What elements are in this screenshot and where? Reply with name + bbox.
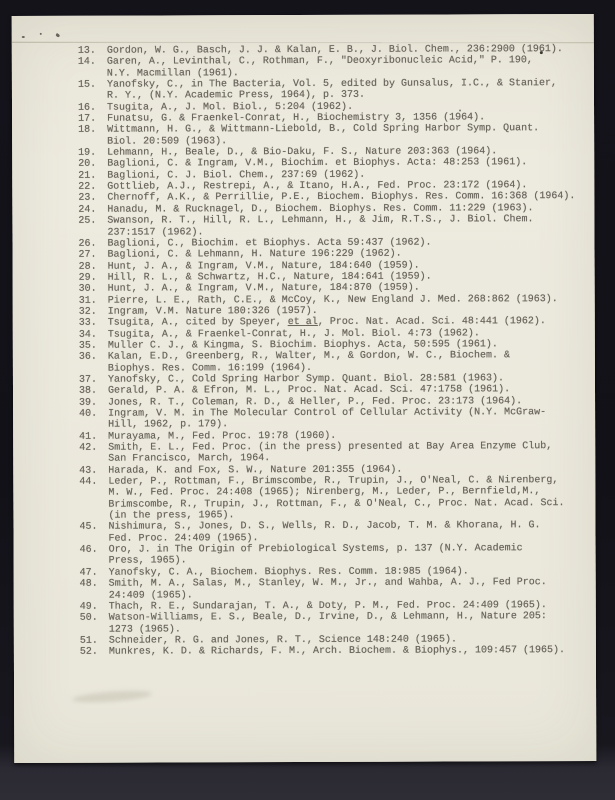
reference-number: 22. — [78, 181, 97, 193]
reference-number: 18. — [78, 125, 97, 137]
reference-text: Baglioni, C. & Ingram, V.M., Biochim. et Biophys. Acta: 48:253 (1961). — [107, 157, 528, 171]
reference-text: Yanofsky, C. A., Biochem. Biophys. Res. Comm. 18:985 (1964). — [108, 566, 469, 579]
reference-text: Yanofsky, C., in The Bacteria, Vol. 5, edited by Gunsalus, I.C., & Stanier, R. Y., (N.Y. Academic Press, 1964), p. 373. — [106, 78, 558, 103]
reference-number: 39. — [79, 397, 98, 409]
reference-item — [80, 611, 580, 635]
reference-text: Kalan, E.D., Greenberg, R., Walter, M., & Gordon, W. C., Biochem. & Biophys. Res. Comm. 16:199 (1964). — [107, 350, 510, 375]
paper-page — [12, 14, 597, 763]
reference-item — [80, 577, 580, 601]
reference-text: Swanson, R. T., Hill, R. L., Lehmann, H., & Jim, R.T.S., J. Biol. Chem. 237:1517 (1962). — [107, 214, 534, 239]
reference-number: 23. — [78, 193, 97, 205]
reference-text: Garen, A., Levinthal, C., Rothman, F., "Deoxyribonucleic Acid," P. 190, N.Y. Macmillan (1961). — [106, 55, 533, 80]
reference-item — [79, 475, 579, 522]
reference-number: 52. — [79, 646, 98, 659]
reference-text: Tsugita, A., cited by Speyer, et al, Proc. Nat. Acad. Sci. 48:441 (1962). — [107, 316, 546, 329]
reference-text: Hunt, J. A., & Ingram, V.M., Nature, 184:640 (1959). — [107, 260, 420, 273]
reference-text: Munkres, K. D. & Richards, F. M., Arch. Biochem. & Biophys., 109:457 (1965). — [108, 645, 566, 658]
reference-text: Smith, E. L., Fed. Proc. (in the press) presented at Bay Area Enzyme Club, San Francisco, March, 1964. — [108, 441, 553, 466]
reference-text: Murayama, M., Fed. Proc. 19:78 (1960). — [108, 430, 337, 443]
reference-item — [78, 214, 578, 238]
reference-text: Nishimura, S., Jones, D. S., Wells, R. D., Jacob, T. M. & Khorana, H. G. Fed. Proc. 24:409 (1965). — [108, 520, 541, 545]
reference-item — [78, 123, 578, 147]
reference-text: Oro, J. in The Origin of Prebiological Systems, p. 137 (N.Y. Academic Press, 1965). — [108, 543, 523, 568]
reference-number: 30. — [78, 283, 97, 296]
reference-text: Ingram, V. M. in The Molecular Control of Cellular Activity (N.Y. McGraw- Hill, 1962, p. 179). — [108, 407, 547, 432]
reference-text: Smith, M. A., Salas, M., Stanley, W. M., Jr., and Wahba, A. J., Fed Proc. 24:409 (1965). — [108, 577, 547, 602]
reference-number: 36. — [78, 352, 97, 364]
paper-crease-line — [12, 42, 594, 44]
reference-text: Harada, K. and Fox, S. W., Nature 201:355 (1964). — [108, 464, 403, 477]
reference-number: 24. — [78, 204, 97, 216]
reference-text: Baglioni, C. & Lehmann, H. Nature 196:229 (1962). — [107, 248, 402, 261]
reference-text: Muller C. J., & Kingma, S. Biochim. Biophys. Acta, 50:595 (1961). — [107, 339, 498, 352]
references-list — [78, 44, 580, 658]
reference-number: 20. — [78, 159, 97, 171]
reference-number: 27. — [78, 249, 97, 261]
reference-number: 40. — [79, 408, 98, 420]
reference-number: 19. — [78, 147, 97, 159]
pencil-mark — [55, 33, 60, 38]
reference-number: 15. — [77, 79, 96, 91]
reference-text: Baglioni, C., Biochim. et Biophys. Acta 59:437 (1962). — [107, 237, 432, 250]
reference-number: 17. — [78, 113, 97, 125]
reference-number: 33. — [78, 317, 97, 330]
reference-number: 43. — [79, 465, 98, 477]
reference-number: 46. — [79, 544, 98, 556]
reference-number: 34. — [78, 329, 97, 341]
reference-text: Hill, R. L., & Schwartz, H.C., Nature, 184:641 (1959). — [107, 271, 432, 284]
paper-smudge — [72, 689, 153, 705]
reference-number: 47. — [79, 567, 98, 579]
reference-item — [78, 55, 578, 79]
reference-number: 51. — [79, 635, 98, 647]
reference-number: 29. — [78, 272, 97, 284]
reference-number: 25. — [78, 215, 97, 227]
reference-number: 48. — [79, 578, 98, 590]
reference-text: Gordon, W. G., Basch, J. J. & Kalan, E. B., J. Biol. Chem., 236:2900 (1961). — [106, 44, 563, 57]
reference-number: 50. — [79, 612, 98, 624]
reference-text: Thach, R. E., Sundarajan, T. A., & Doty, P. M., Fed. Proc. 24:409 (1965). — [108, 599, 547, 613]
reference-item — [79, 407, 579, 431]
reference-text: Baglioni, C. J. Biol. Chem., 237:69 (1962). — [107, 169, 366, 182]
pencil-mark — [22, 36, 25, 38]
reference-text: Jones, R. T., Coleman, R. D., & Heller, P., Fed. Proc. 23:173 (1964). — [108, 395, 523, 409]
reference-item — [79, 441, 579, 465]
reference-text: Chernoff, A.K., & Perrillie, P.E., Biochem. Biophys. Res. Comm. 16:368 (1964). — [107, 191, 576, 205]
reference-text: Hunt, J. A., & Ingram, V.M., Nature, 184:870 (1959). — [107, 282, 420, 295]
reference-text: Gerald, P. A. & Efron, M. L., Proc. Nat. Acad. Sci. 47:1758 (1961). — [107, 384, 511, 397]
reference-item — [80, 543, 580, 567]
reference-number: 21. — [78, 170, 97, 182]
reference-text: Gottlieb, A.J., Restrepi, A., & Itano, H.A., Fed. Proc. 23:172 (1964). — [107, 180, 528, 193]
reference-text: Tsugita, A., J. Mol. Biol., 5:204 (1962). — [107, 101, 354, 114]
reference-text: Wittmann, H. G., & Wittmann-Liebold, B., Cold Spring Harbor Symp. Quant. Biol. 20:509 (1963). — [107, 123, 540, 148]
pencil-marks — [20, 30, 80, 42]
reference-number: 26. — [78, 238, 97, 250]
reference-item — [78, 78, 578, 102]
reference-number: 42. — [79, 442, 98, 454]
reference-text: Pierre, L. E., Rath, C.E., & McCoy, K., New England J. Med. 268:862 (1963). — [107, 293, 558, 307]
reference-number: 35. — [78, 340, 97, 352]
reference-item — [79, 350, 579, 374]
reference-number: 31. — [78, 295, 97, 307]
reference-number: 45. — [79, 522, 98, 534]
reference-number: 49. — [79, 601, 98, 613]
reference-item — [79, 520, 579, 544]
reference-number: 37. — [78, 374, 98, 386]
reference-number: 41. — [79, 431, 98, 443]
reference-number: 32. — [78, 306, 97, 318]
reference-text: Funatsu, G. & Fraenkel-Conrat, H., Biochemistry 3, 1356 (1964). — [107, 112, 486, 125]
reference-text: Lehmann, H., Beale, D., & Bio-Daku, F. S., Nature 203:363 (1964). — [107, 146, 498, 159]
reference-number: 44. — [79, 476, 98, 488]
reference-text: Yanofsky, C., Cold Spring Harbor Symp. Quant. Biol. 28:581 (1963). — [107, 373, 505, 386]
pencil-mark — [40, 33, 42, 35]
reference-number: 13. — [77, 45, 96, 57]
reference-text: Hanadu, M. & Rucknagel, D., Biochem. Biophys. Res. Comm. 11:229 (1963). — [107, 203, 534, 216]
reference-text: Leder, P., Rottman, F., Brimscombe, R., Trupin, J., O'Neal, C. & Nirenberg, M. W., Fed. Proc. 24:408 (1965); Nirenberg, M., Leder, P., Bernfield,M., Brimscombe, R., Trupin, J., Rottman, F., & O'Neal, C., Proc. Nat. Acad. Sci. (in the press, 1965). — [108, 475, 565, 522]
reference-item — [80, 645, 580, 658]
reference-text: Schneider, R. G. and Jones, R. T., Science 148:240 (1965). — [108, 634, 457, 647]
reference-number: 38. — [78, 386, 98, 398]
reference-text: Ingram, V.M. Nature 180:326 (1957). — [107, 305, 318, 318]
reference-number: 28. — [78, 261, 97, 273]
reference-text: Watson-Williams, E. S., Beale, D., Irvine, D., & Lehmann, H., Nature 205: 1273 (1965). — [108, 611, 547, 636]
reference-number: 16. — [78, 102, 97, 114]
reference-number: 14. — [77, 57, 96, 69]
reference-text: Tsugita, A., & Fraenkel-Conrat, H., J. Mol. Biol. 4:73 (1962). — [107, 327, 480, 341]
